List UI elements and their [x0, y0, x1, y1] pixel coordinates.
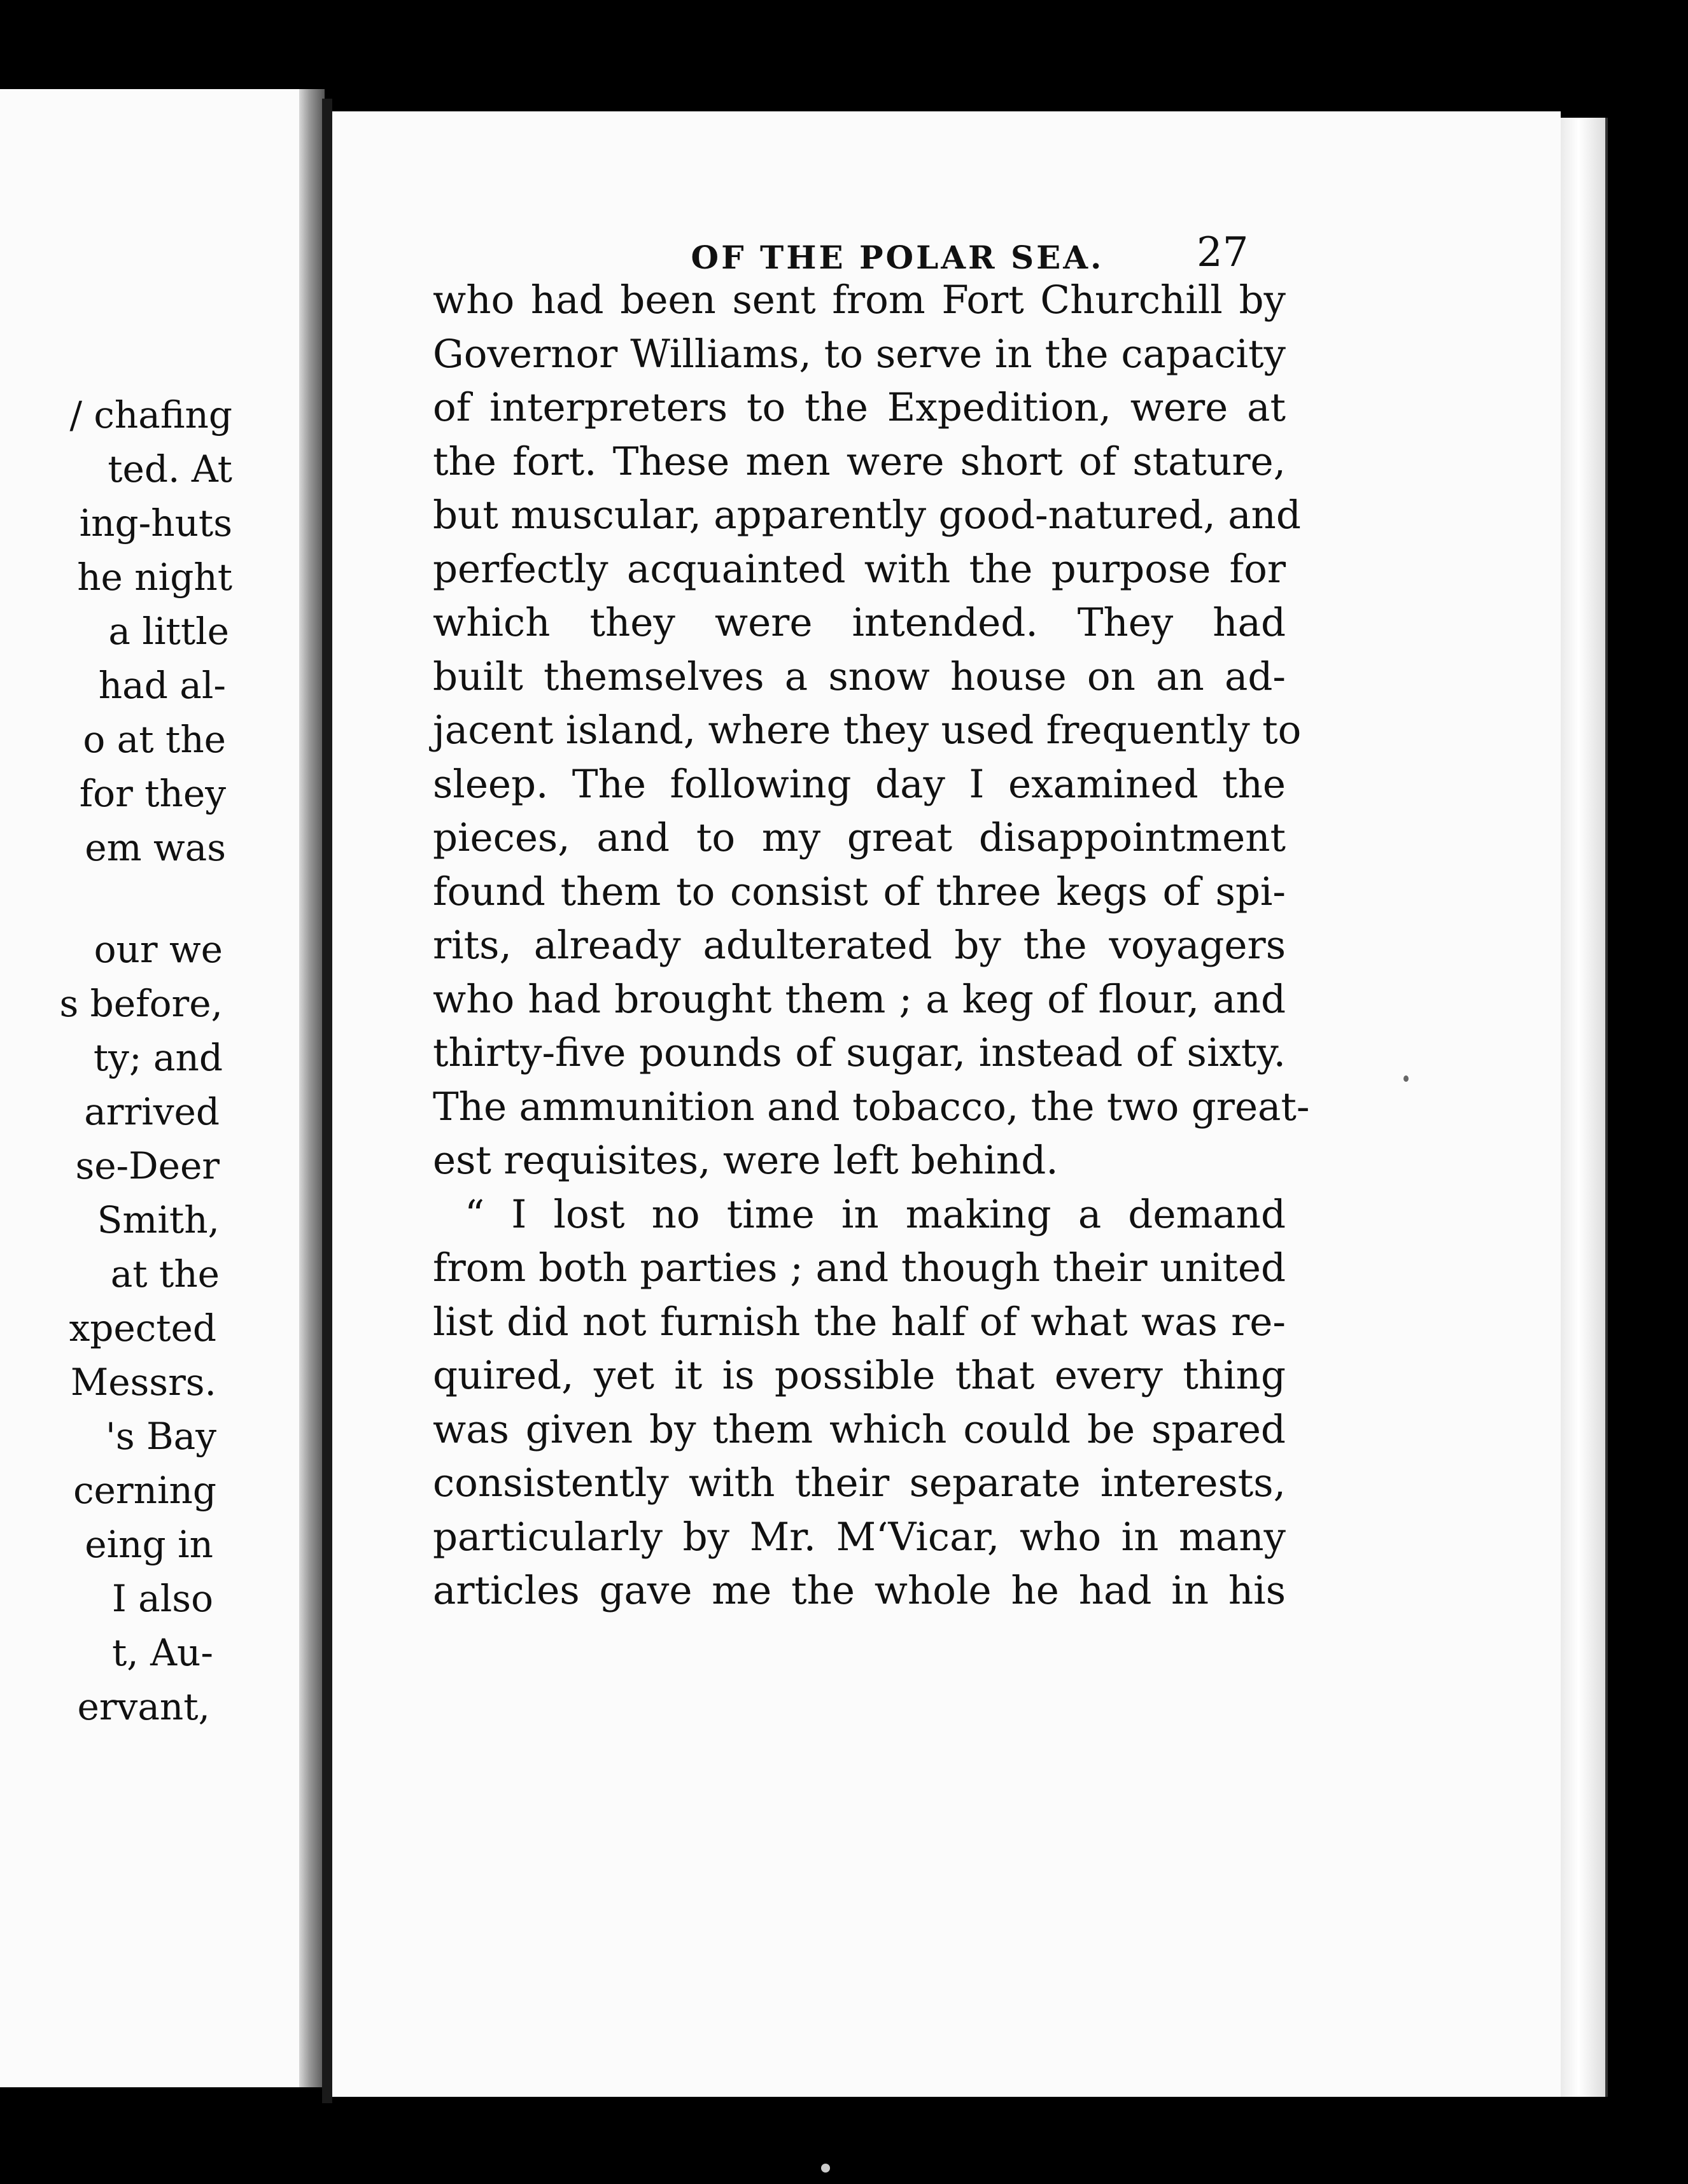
text-line: particularly by Mr. M‘Vicar, who in many: [433, 1514, 1286, 1560]
left-text-fragment: em was: [85, 826, 226, 869]
left-text-fragment: ing-huts: [79, 501, 232, 545]
left-text-fragment: xpected: [69, 1306, 216, 1350]
body-text: [433, 274, 1310, 1618]
left-text-fragment: o at the: [83, 718, 226, 761]
left-text-fragment: Smith,: [97, 1198, 220, 1242]
left-text-fragment: at the: [110, 1252, 220, 1296]
text-line: sleep. The following day I examined the: [433, 761, 1286, 807]
left-text-fragment: Messrs.: [70, 1361, 216, 1404]
text-line: The ammunition and tobacco, the two great-: [433, 1084, 1310, 1130]
text-line: list did not furnish the half of what was re-: [433, 1299, 1286, 1345]
left-text-fragment: had al-: [98, 664, 226, 707]
text-line: Governor Williams, to serve in the capacity: [433, 331, 1286, 377]
scan-speck: [1403, 1075, 1409, 1082]
book-gutter: [299, 89, 325, 2087]
text-line: built themselves a snow house on an ad-: [433, 654, 1286, 699]
text-line: consistently with their separate interests,: [433, 1460, 1286, 1506]
left-text-fragment: / chafing: [69, 393, 232, 437]
left-text-fragment: I also: [111, 1577, 213, 1620]
text-line: from both parties ; and though their united: [433, 1245, 1286, 1291]
left-text-fragment: for they: [79, 772, 226, 815]
left-text-fragment: a little: [108, 610, 229, 653]
text-line: perfectly acquainted with the purpose for: [433, 546, 1286, 592]
text-line: the fort. These men were short of stature,: [433, 438, 1286, 484]
left-text-fragment: ted. At: [108, 447, 232, 491]
text-line: who had brought them ; a keg of flour, and: [433, 976, 1286, 1022]
running-head-title: OF THE POLAR SEA.: [691, 239, 1104, 276]
left-text-fragment: arrived: [84, 1090, 220, 1133]
text-line: found them to consist of three kegs of spi-: [433, 869, 1286, 914]
text-line: which they were intended. They had: [433, 600, 1286, 645]
left-text-fragment: ty; and: [93, 1036, 223, 1079]
left-text-fragment: se-Deer: [75, 1144, 220, 1187]
text-line: “ I lost no time in making a demand: [465, 1191, 1286, 1237]
left-text-fragment: cerning: [73, 1469, 216, 1512]
text-line: was given by them which could be spared: [433, 1406, 1286, 1452]
text-line: rits, already adulterated by the voyagers: [433, 923, 1286, 968]
text-line: quired, yet it is possible that every thing: [433, 1353, 1286, 1398]
text-line: of interpreters to the Expedition, were at: [433, 385, 1286, 430]
left-text-fragment: eing in: [85, 1523, 213, 1566]
book-spine-shadow: [322, 99, 332, 2103]
left-text-fragment: ervant,: [77, 1685, 210, 1728]
left-text-fragment: 's Bay: [105, 1415, 216, 1458]
left-text-fragment: t, Au-: [111, 1631, 213, 1674]
text-line: but muscular, apparently good-natured, and: [433, 493, 1301, 538]
running-head: [331, 239, 1286, 276]
left-page: [0, 89, 299, 2087]
text-line: jacent island, where they used frequently to: [433, 708, 1302, 753]
left-text-fragment: he night: [77, 556, 232, 599]
text-line: pieces, and to my great disappointment: [433, 815, 1286, 860]
text-line: est requisites, were left behind.: [433, 1138, 1059, 1183]
left-text-fragment: s before,: [59, 982, 223, 1025]
text-line: articles gave me the whole he had in his: [433, 1568, 1286, 1613]
text-line: thirty-five pounds of sugar, instead of sixty.: [433, 1030, 1286, 1075]
page-number: 27: [1197, 229, 1249, 276]
left-text-fragment: our we: [94, 928, 223, 971]
page-edge: [1561, 118, 1608, 2097]
text-line: who had been sent from Fort Churchill by: [433, 277, 1286, 323]
scan-speck: [821, 2164, 830, 2173]
